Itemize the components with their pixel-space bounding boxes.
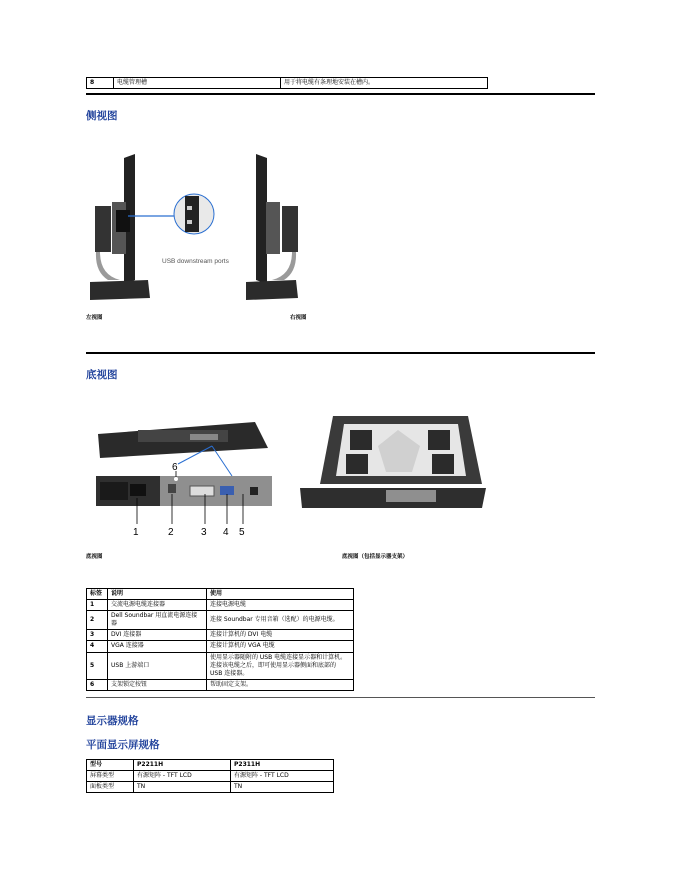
- row-value: 有源矩阵 - TFT LCD: [231, 771, 334, 782]
- row-use: 连接 Soundbar 专用音箱（选配）的电源电缆。: [207, 611, 354, 630]
- row-desc: DVI 连接器: [108, 630, 207, 641]
- row-desc: 交流电源电缆连接器: [108, 600, 207, 611]
- header-p2211h: P2211H: [134, 760, 231, 771]
- row-use: 帮助固定支架。: [207, 679, 354, 690]
- row-desc: Dell Soundbar 用直流电源连接器: [108, 611, 207, 630]
- row-value: TN: [134, 782, 231, 793]
- row-desc: USB 上游端口: [108, 652, 207, 679]
- row-label: 屏幕类型: [87, 771, 134, 782]
- row-desc: 用于将电缆有条理地安装在槽内。: [281, 78, 488, 89]
- table-row: [87, 641, 354, 652]
- callout-number: 1: [133, 527, 139, 538]
- bottom-stand-caption: 底视图（包括显示器支架）: [342, 554, 409, 560]
- left-monitor-image: [90, 154, 150, 300]
- row-use: 连接计算机的 DVI 电缆: [207, 630, 354, 641]
- callout-number: 2: [168, 527, 174, 538]
- header-p2311h: P2311H: [231, 760, 334, 771]
- table-header-row: [87, 589, 354, 600]
- row-desc: 支架锁定按钮: [108, 679, 207, 690]
- row-value: TN: [231, 782, 334, 793]
- header-model: 型号: [87, 760, 134, 771]
- row-number: 4: [87, 641, 108, 652]
- row-value: 有源矩阵 - TFT LCD: [134, 771, 231, 782]
- callout-number: 5: [239, 527, 245, 538]
- right-monitor-image: [246, 154, 298, 300]
- callout-number: 3: [201, 527, 207, 538]
- row-label: 电缆管理槽: [114, 78, 281, 89]
- row-number: 5: [87, 652, 108, 679]
- row-number: 1: [87, 600, 108, 611]
- divider: [86, 697, 595, 698]
- left-view-caption: 左视图: [86, 315, 103, 321]
- right-view-caption: 右视图: [290, 315, 307, 321]
- ports-table: [86, 588, 354, 691]
- table-row: [87, 611, 354, 630]
- table-row: [87, 771, 334, 782]
- specs-subtitle: 平面显示屏规格: [86, 739, 160, 751]
- divider: [86, 352, 595, 354]
- row-number: 2: [87, 611, 108, 630]
- row-number: 8: [87, 78, 114, 89]
- top-row-table: [86, 77, 488, 89]
- side-view-title: 侧视图: [86, 110, 118, 122]
- table-row: [87, 600, 354, 611]
- specs-title: 显示器规格: [86, 715, 139, 727]
- bottom-view-caption: 底视图: [86, 554, 103, 560]
- row-use: 连接计算机的 VGA 电缆: [207, 641, 354, 652]
- table-row: [87, 679, 354, 690]
- row-number: 3: [87, 630, 108, 641]
- divider: [86, 93, 595, 95]
- table-row: [87, 652, 354, 679]
- callout-number: 6: [172, 462, 178, 473]
- bottom-view-title: 底视图: [86, 369, 118, 381]
- header-use: 使用: [207, 589, 354, 600]
- row-use: 使用显示器随附的 USB 电缆连接显示器和计算机。连接该电缆之后，即可使用显示器侧面和底部的 USB 连接器。: [207, 652, 354, 679]
- header-label: 标签: [87, 589, 108, 600]
- row-label: 面板类型: [87, 782, 134, 793]
- row-number: 6: [87, 679, 108, 690]
- callout-number: 4: [223, 527, 229, 538]
- header-desc: 说明: [108, 589, 207, 600]
- bottom-view-figure: [0, 410, 680, 560]
- table-header-row: [87, 760, 334, 771]
- specs-table: [86, 759, 334, 793]
- usb-callout-label: USB downstream ports: [162, 258, 229, 265]
- table-row: [87, 630, 354, 641]
- row-desc: VGA 连接器: [108, 641, 207, 652]
- row-use: 连接电源电缆: [207, 600, 354, 611]
- table-row: [87, 782, 334, 793]
